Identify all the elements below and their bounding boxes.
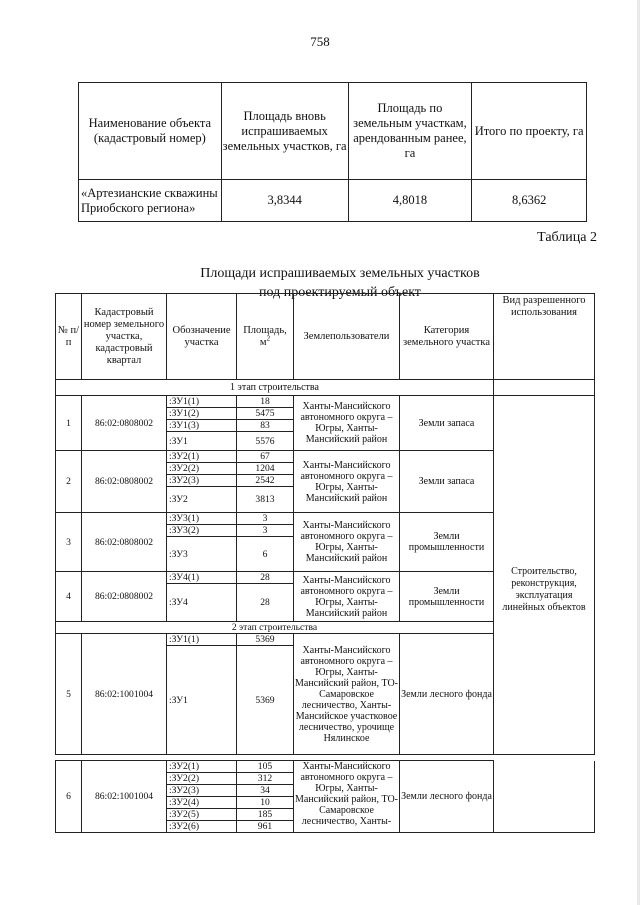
- plot-code: :ЗУ2(2): [167, 463, 237, 475]
- row-cadastral: 86:02:0808002: [82, 513, 167, 572]
- plot-area: 5475: [237, 408, 294, 420]
- header-area-label: Площадь, м: [243, 324, 287, 348]
- plot-code: :ЗУ2(4): [167, 797, 237, 809]
- plot-code: :ЗУ2(5): [167, 809, 237, 821]
- stage-2-label: 2 этап строительства: [56, 622, 494, 634]
- table-header-row: [79, 83, 587, 180]
- plot-area: 18: [237, 396, 294, 408]
- use-column-continued: [494, 761, 595, 833]
- plot-area: 312: [237, 773, 294, 785]
- row-category: Земли лесного фонда: [400, 634, 494, 755]
- row-category: Земли промышленности: [400, 572, 494, 622]
- plot-code: :ЗУ1(2): [167, 408, 237, 420]
- stage-1-label: 1 этап строительства: [56, 380, 494, 396]
- page-number: 758: [310, 34, 330, 49]
- table-row: [56, 761, 595, 773]
- header-category: Категория земельного участка: [400, 294, 494, 380]
- header-users: Землепользователи: [294, 294, 400, 380]
- row-num: 3: [56, 513, 82, 572]
- objects-area-table: [78, 82, 587, 222]
- row-category: Земли лесного фонда: [400, 761, 494, 833]
- leased-area-value: 4,8018: [348, 180, 472, 222]
- plot-area: 185: [237, 809, 294, 821]
- row-category: Земли запаса: [400, 451, 494, 513]
- plot-area: 3: [237, 513, 294, 525]
- row-num: 1: [56, 396, 82, 451]
- header-object-name: Наименование объекта (кадастровый номер): [79, 83, 222, 180]
- plot-area: 83: [237, 420, 294, 432]
- plot-code: :ЗУ1(1): [167, 634, 237, 646]
- table-header-row: [56, 294, 595, 380]
- row-cadastral: 86:02:0808002: [82, 572, 167, 622]
- plot-area: 1204: [237, 463, 294, 475]
- header-area-sup: 2: [266, 334, 271, 342]
- row-num: 6: [56, 761, 82, 833]
- row-users: Ханты-Мансийского автономного округа – Югры, Ханты-Мансийский район, ТО-Самаровское лесничество, Ханты-Мансийское участковое лесничество, урочище Нялинское: [294, 634, 400, 755]
- plot-code: :ЗУ2: [167, 487, 237, 513]
- header-cadastral: Кадастровый номер земельного участка, кадастровый квартал: [82, 294, 167, 380]
- plot-code: :ЗУ3(1): [167, 513, 237, 525]
- plot-area: 34: [237, 785, 294, 797]
- plot-area: 5576: [237, 432, 294, 451]
- plot-code: :ЗУ2(6): [167, 821, 237, 833]
- plot-code: :ЗУ2(2): [167, 773, 237, 785]
- header-total: Итого по проекту, га: [472, 83, 587, 180]
- land-plots-table-continued: [55, 760, 595, 833]
- header-area: [237, 294, 294, 380]
- row-category: Земли промышленности: [400, 513, 494, 572]
- row-category: Земли запаса: [400, 396, 494, 451]
- plot-code: :ЗУ1(1): [167, 396, 237, 408]
- header-leased-area: Площадь по земельным участкам, арендованным ранее, га: [348, 83, 472, 180]
- row-cadastral: 86:02:1001004: [82, 761, 167, 833]
- plot-area: 10: [237, 797, 294, 809]
- plot-code: :ЗУ3(2): [167, 525, 237, 537]
- plot-code: :ЗУ2(1): [167, 761, 237, 773]
- plot-area: 5369: [237, 634, 294, 646]
- table-title-line: под проектируемый объект: [259, 285, 421, 300]
- table-row: [79, 180, 587, 222]
- plot-code: :ЗУ2(3): [167, 785, 237, 797]
- plot-area: 6: [237, 537, 294, 572]
- header-new-area: Площадь вновь испрашиваемых земельных участков, га: [221, 83, 348, 180]
- table-title-line: Площади испрашиваемых земельных участков: [200, 266, 480, 281]
- row-num: 4: [56, 572, 82, 622]
- plot-area: 28: [237, 584, 294, 622]
- table-row: [56, 396, 595, 408]
- plot-code: :ЗУ3: [167, 537, 237, 572]
- row-cadastral: 86:02:0808002: [82, 396, 167, 451]
- plot-code: :ЗУ2(1): [167, 451, 237, 463]
- plot-area: 2542: [237, 475, 294, 487]
- plot-code: :ЗУ1: [167, 646, 237, 755]
- plot-area: 3813: [237, 487, 294, 513]
- row-users: Ханты-Мансийского автономного округа – Югры, Ханты-Мансийский район: [294, 513, 400, 572]
- row-users: Ханты-Мансийского автономного округа – Югры, Ханты-Мансийский район: [294, 451, 400, 513]
- row-cadastral: 86:02:1001004: [82, 634, 167, 755]
- row-num: 2: [56, 451, 82, 513]
- header-designation: Обозначение участка: [167, 294, 237, 380]
- plot-area: 67: [237, 451, 294, 463]
- new-area-value: 3,8344: [221, 180, 348, 222]
- land-plots-table: [55, 293, 595, 755]
- plot-code: :ЗУ1: [167, 432, 237, 451]
- total-value: 8,6362: [472, 180, 587, 222]
- plot-code: :ЗУ4: [167, 584, 237, 622]
- row-users: Ханты-Мансийского автономного округа – Югры, Ханты-Мансийский район: [294, 572, 400, 622]
- plot-area: 105: [237, 761, 294, 773]
- header-num: № п/п: [56, 294, 82, 380]
- stage-row-empty: [494, 380, 595, 396]
- table-caption: Таблица 2: [537, 230, 597, 245]
- row-cadastral: 86:02:0808002: [82, 451, 167, 513]
- plot-area: 5369: [237, 646, 294, 755]
- plot-area: 3: [237, 525, 294, 537]
- header-use: Вид разрешенного использования: [494, 294, 595, 380]
- use-value: Строительство, реконструкция, эксплуатация линейных объектов: [494, 396, 595, 755]
- row-users: Ханты-Мансийского автономного округа – Югры, Ханты-Мансийский район, ТО-Самаровское лесничество, Ханты-: [294, 761, 400, 833]
- plot-area: 961: [237, 821, 294, 833]
- plot-area: 28: [237, 572, 294, 584]
- row-num: 5: [56, 634, 82, 755]
- stage-row: [56, 380, 595, 396]
- plot-code: :ЗУ4(1): [167, 572, 237, 584]
- row-users: Ханты-Мансийского автономного округа – Югры, Ханты-Мансийский район: [294, 396, 400, 451]
- object-name: «Артезианские скважины Приобского региона»: [79, 180, 222, 222]
- plot-code: :ЗУ2(3): [167, 475, 237, 487]
- plot-code: :ЗУ1(3): [167, 420, 237, 432]
